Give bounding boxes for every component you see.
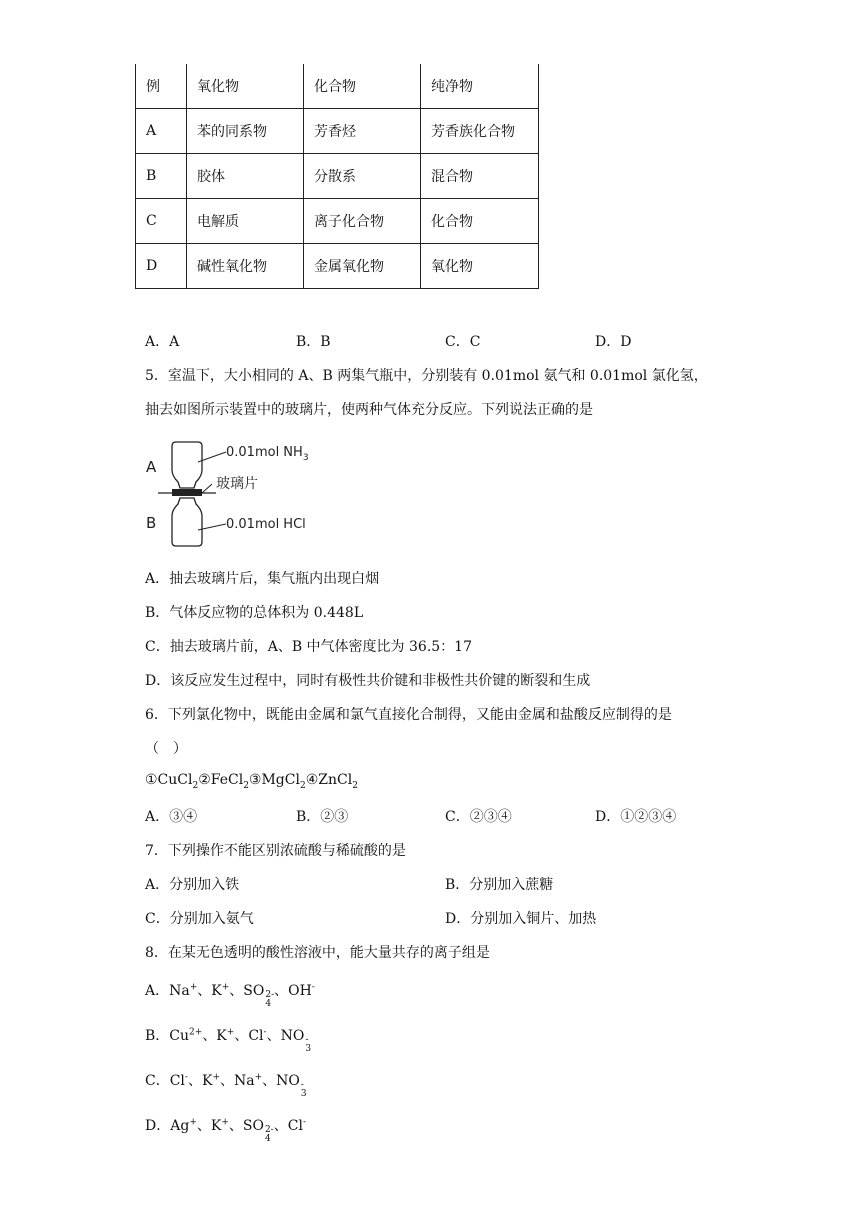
ion-subscript: 3	[305, 1044, 312, 1054]
ion-charge-stack	[265, 1126, 274, 1144]
option-prefix: A．	[145, 983, 170, 999]
subscript: 2	[352, 780, 358, 791]
table-cell: 化合物	[421, 199, 539, 244]
ion-charge: +	[189, 1117, 197, 1128]
subscript: 2	[299, 780, 306, 791]
ion-charge: -	[305, 1035, 309, 1045]
ion-charge-stack	[265, 991, 274, 1009]
table-cell: 胶体	[187, 154, 304, 199]
ion-charge: -	[302, 1117, 306, 1128]
ion-charge: +	[221, 1117, 229, 1128]
q5-stem-line1: 5．室温下，大小相同的 A、B 两集气瓶中，分别装有 0.01mol 氨气和 0.01mol 氯化氢，	[145, 368, 708, 384]
q6-option-b[interactable]: B．②③	[296, 809, 349, 825]
ion-symbol: 、NO	[266, 1028, 305, 1044]
ion-symbol: 、K	[197, 983, 222, 999]
option-prefix: C．	[145, 1073, 170, 1089]
ion-symbol: Na	[169, 983, 190, 999]
label-b: B	[146, 514, 157, 532]
option-prefix: D．	[145, 1118, 171, 1134]
table-cell: 分散系	[304, 154, 421, 199]
table-cell: 化合物	[304, 64, 421, 109]
q8-option-b[interactable]	[145, 1025, 311, 1054]
q6-stem-line2: （ ）	[145, 741, 187, 757]
subscript: 2	[243, 780, 249, 791]
table-cell: 氧化物	[187, 64, 304, 109]
q6-items	[145, 772, 358, 791]
q6-option-a[interactable]: A．③④	[145, 809, 198, 825]
ion-symbol: Ag	[170, 1118, 190, 1134]
table-row	[136, 244, 539, 289]
q7-stem: 7．下列操作不能区别浓硫酸与稀硫酸的是	[145, 843, 406, 859]
q7-option-c[interactable]: C．分别加入氨气	[145, 911, 254, 927]
table-row	[136, 199, 539, 244]
table-cell: 例	[136, 64, 187, 109]
q6-item-3: ③MgCl	[248, 772, 300, 788]
q6-option-d[interactable]: D．①②③④	[595, 809, 677, 825]
classification-table	[135, 64, 539, 289]
table-cell: 碱性氧化物	[187, 244, 304, 289]
ion-symbol: Cu	[169, 1028, 190, 1044]
ion-charge-stack	[301, 1081, 307, 1099]
nh3-label: 0.01mol $NH_3$	[226, 445, 309, 463]
label-a: A	[146, 458, 157, 476]
table-cell: 金属氧化物	[304, 244, 421, 289]
ion-symbol: 、NO	[262, 1073, 300, 1089]
q5-option-d[interactable]: D．该反应发生过程中，同时有极性共价键和非极性共价键的断裂和生成	[145, 673, 591, 689]
table-cell: 混合物	[421, 154, 539, 199]
q7-option-a[interactable]: A．分别加入铁	[145, 877, 240, 893]
q7-option-b[interactable]: B．分别加入蔗糖	[445, 877, 554, 893]
ion-symbol: 、Na	[219, 1073, 255, 1089]
table-cell: 电解质	[187, 199, 304, 244]
table-cell: 离子化合物	[304, 199, 421, 244]
q8-option-d[interactable]	[145, 1115, 306, 1144]
ion-charge: +	[212, 1072, 220, 1083]
ion-charge: -	[184, 1072, 188, 1083]
table-cell: D	[136, 244, 187, 289]
table-row	[136, 154, 539, 199]
ion-charge-stack	[305, 1036, 311, 1054]
ion-charge: +	[226, 1027, 235, 1038]
q5-option-a[interactable]: A．抽去玻璃片后，集气瓶内出现白烟	[145, 571, 380, 587]
table-cell: 芳香烃	[304, 109, 421, 154]
table-cell: 氧化物	[421, 244, 539, 289]
q4-option-d[interactable]: D．D	[595, 334, 632, 350]
q5-option-c[interactable]: C．抽去玻璃片前，A、B 中气体密度比为 36.5：17	[145, 639, 472, 655]
ion-subscript: 4	[265, 999, 272, 1009]
ion-symbol: 、Cl	[234, 1028, 264, 1044]
ion-symbol: 、SO	[228, 1118, 264, 1134]
ion-subscript: 3	[300, 1089, 307, 1099]
q8-option-a[interactable]	[145, 980, 315, 1009]
table-header-row	[136, 64, 539, 109]
table-cell: 芳香族化合物	[421, 109, 539, 154]
q8-option-c[interactable]	[145, 1070, 307, 1099]
ion-charge: -	[311, 982, 315, 993]
ion-charge: 2+	[189, 1027, 203, 1038]
q6-item-1: ①CuCl	[145, 772, 193, 788]
ion-symbol: Cl	[169, 1073, 185, 1089]
bottle-a	[172, 442, 202, 488]
table-cell: 苯的同系物	[187, 109, 304, 154]
ion-charge: +	[254, 1072, 263, 1083]
ion-symbol: 、K	[196, 1118, 222, 1134]
ion-symbol: 、OH	[274, 983, 312, 999]
ion-symbol: 、K	[202, 1028, 227, 1044]
hcl-label: 0.01mol HCl	[226, 517, 306, 532]
gas-bottles-figure	[140, 438, 340, 554]
table-cell: 纯净物	[421, 64, 539, 109]
subscript: 2	[192, 780, 199, 791]
q4-option-c[interactable]: C．C	[445, 334, 481, 350]
ion-subscript: 4	[264, 1134, 271, 1144]
ion-symbol: 、Cl	[273, 1118, 303, 1134]
q6-stem-line1: 6．下列氯化物中，既能由金属和氯气直接化合制得，又能由金属和盐酸反应制得的是	[145, 707, 672, 723]
ion-charge: -	[300, 1080, 304, 1090]
glass-label: 玻璃片	[216, 476, 258, 492]
ion-charge: 2-	[265, 990, 275, 1000]
q6-item-2: ②FeCl	[198, 772, 244, 788]
q6-item-4: ④ZnCl	[305, 772, 353, 788]
table-cell: C	[136, 199, 187, 244]
ion-charge: +	[221, 982, 230, 993]
glass-plate	[172, 489, 202, 496]
ion-symbol: 、SO	[229, 983, 265, 999]
option-prefix: B．	[145, 1028, 170, 1044]
q4-option-a[interactable]: A．A	[145, 334, 180, 350]
q4-option-b[interactable]: B．B	[296, 334, 331, 350]
ion-charge: -	[263, 1027, 267, 1038]
ion-charge: 2-	[264, 1125, 274, 1135]
ion-charge: +	[189, 982, 198, 993]
q5-option-b[interactable]: B．气体反应物的总体积为 0.448L	[145, 605, 364, 621]
glass-leader	[202, 484, 212, 493]
bottle-b	[172, 498, 202, 546]
table-cell: B	[136, 154, 187, 199]
ion-symbol: 、K	[187, 1073, 213, 1089]
q8-stem: 8．在某无色透明的酸性溶液中，能大量共存的离子组是	[145, 945, 490, 961]
table-cell: A	[136, 109, 187, 154]
q5-stem-line2: 抽去如图所示装置中的玻璃片，使两种气体充分反应。下列说法正确的是	[145, 402, 593, 418]
table-row	[136, 109, 539, 154]
q7-option-d[interactable]: D．分别加入铜片、加热	[445, 911, 597, 927]
q6-option-c[interactable]: C．②③④	[445, 809, 512, 825]
